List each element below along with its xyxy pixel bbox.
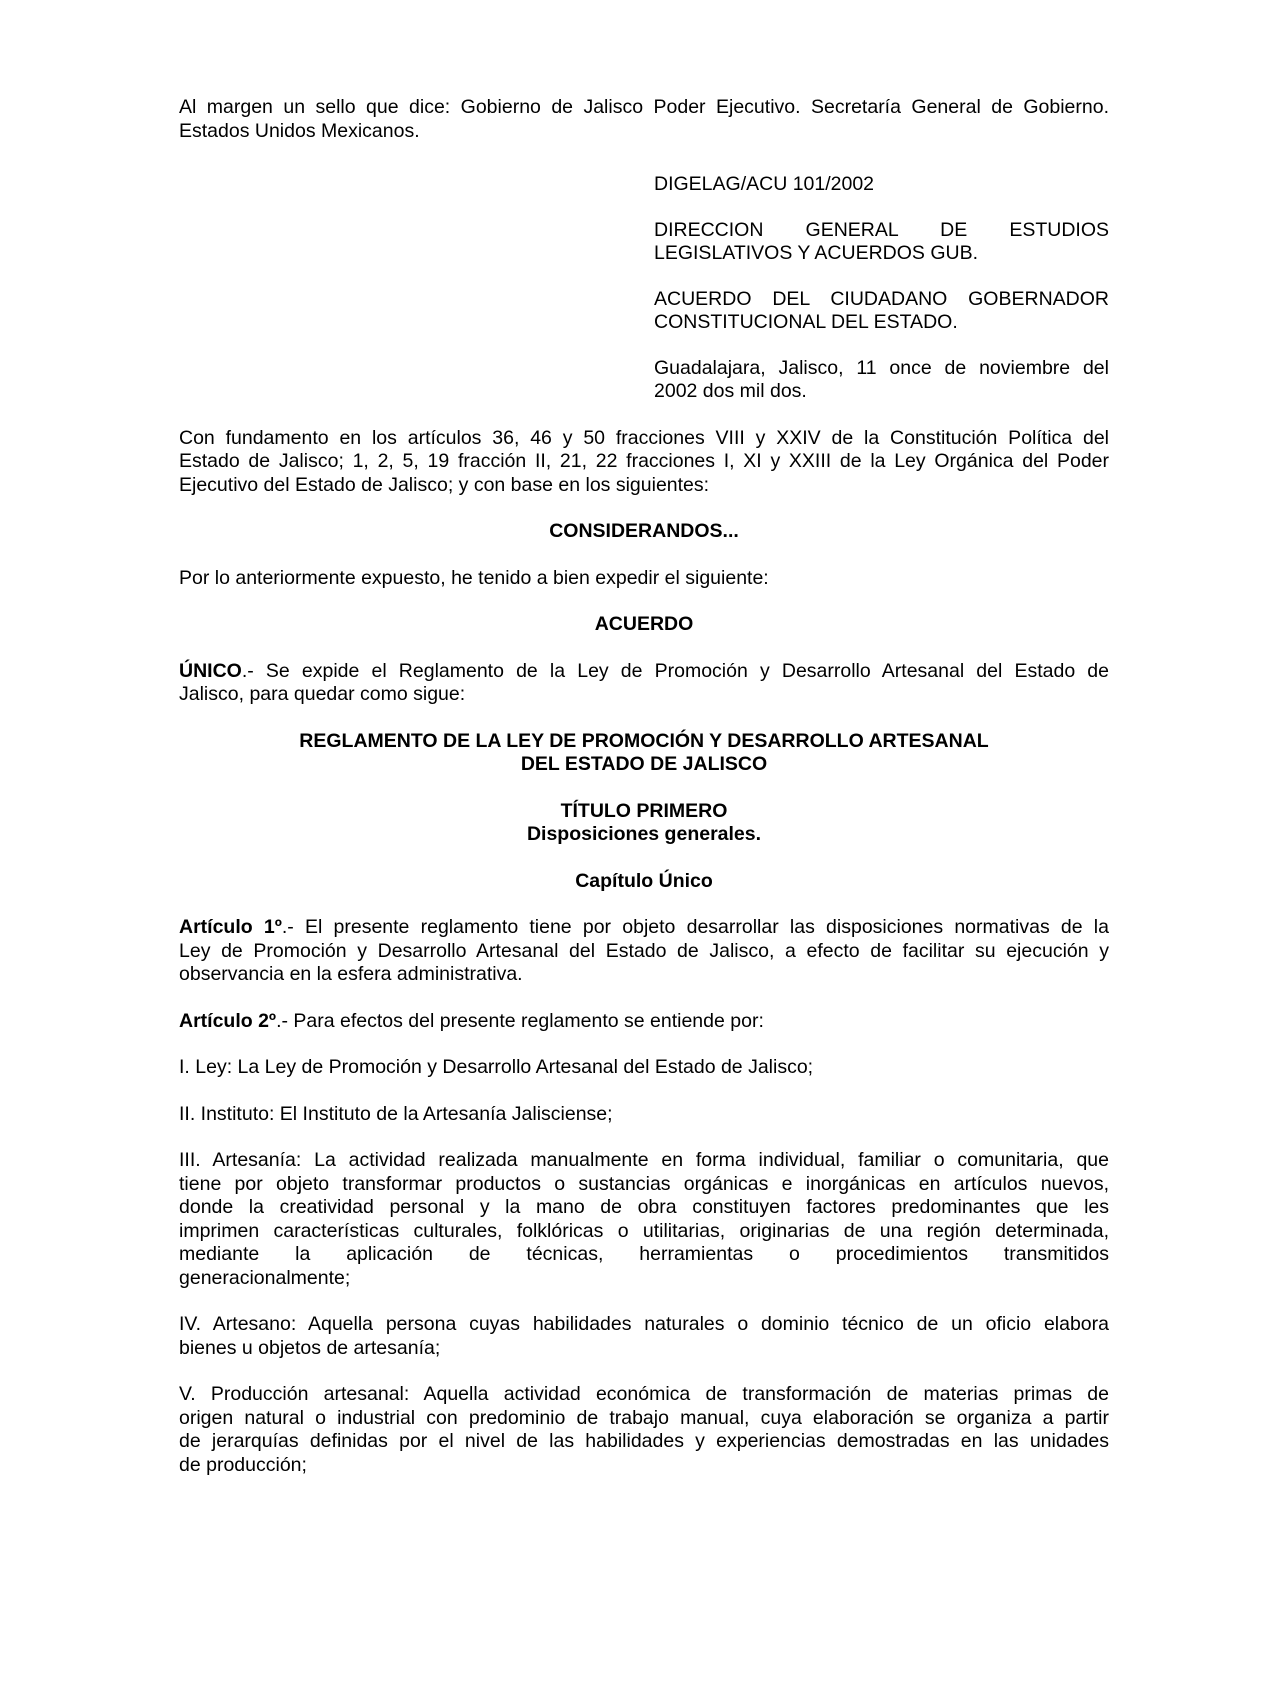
document-code: DIGELAG/ACU 101/2002 [654,173,875,195]
definition-V-line-2: origen natural o industrial con predominio de trabajo manual, cuya elaboración se organiza a partir [179,1406,1109,1429]
office-name [654,219,1109,266]
foundation-paragraph [179,427,1109,498]
unico-label: ÚNICO [179,659,242,682]
definition-V-line-4: de producción; [179,1453,307,1476]
article-1 [179,916,1109,987]
office-line-2: LEGISLATIVOS Y ACUERDOS GUB. [654,242,979,264]
title-first-heading: TÍTULO PRIMERO [560,799,728,822]
article-2-text: .- Para efectos del presente reglamento se entiende por: [276,1009,764,1032]
definition-III-line-1: III. Artesanía: La actividad realizada manualmente en forma individual, familiar o comunitaria, que [179,1149,1109,1171]
margin-note-line-1: Al margen un sello que dice: Gobierno de Jalisco Poder Ejecutivo. Secretaría General de Gobierno. [179,96,1109,118]
unico-text: .- Se expide el Reglamento de la Ley de Promoción y Desarrollo Artesanal del Estado de [241,659,1109,682]
regulation-title-line-1: REGLAMENTO DE LA LEY DE PROMOCIÓN Y DESARROLLO ARTESANAL [299,729,989,752]
place-date-line-1: Guadalajara, Jalisco, 11 once de noviembre del [654,356,1109,379]
definition-IV [179,1313,1109,1360]
article-1-line-2: Ley de Promoción y Desarrollo Artesanal del Estado de Jalisco, a efecto de facilitar su ejecución y [179,939,1109,962]
margin-note [179,96,1109,143]
definition-III-line-6: generacionalmente; [179,1266,351,1289]
definition-III-line-2: tiene por objeto transformar productos o sustancias orgánicas e inorgánicas en artículos nuevos, [179,1172,1109,1195]
header-block [654,173,1109,404]
article-2 [179,1010,1109,1034]
office-line-1: DIRECCION GENERAL DE ESTUDIOS [654,218,1109,241]
definition-IV-line-2: bienes u objetos de artesanía; [179,1336,441,1359]
definition-III [179,1149,1109,1290]
agreement-type [654,288,1109,335]
definition-III-line-3: donde la creatividad personal y la mano de obra constituyen factores predominantes que les [179,1196,1109,1218]
acuerdo-heading: ACUERDO [594,613,694,635]
unico-paragraph [179,660,1109,707]
place-date-line-2: 2002 dos mil dos. [654,380,807,402]
definition-V-line-3: de jerarquías definidas por el nivel de las habilidades y experiencias demostradas en las unidades [179,1430,1109,1452]
article-1-text: .- El presente reglamento tiene por objeto desarrollar las disposiciones normativas de la [281,916,1109,938]
definition-III-line-5: mediante la aplicación de técnicas, herramientas o procedimientos transmitidos [179,1243,1109,1265]
article-2-label: Artículo 2º [179,1009,277,1032]
definition-IV-line-1: IV. Artesano: Aquella persona cuyas habilidades naturales o dominio técnico de un oficio elabora [179,1313,1109,1335]
definition-V [179,1383,1109,1477]
definition-III-line-4: imprimen características culturales, folklóricas o utilitarias, originarias de una región determinada, [179,1219,1109,1242]
definition-II: II. Instituto: El Instituto de la Artesanía Jalisciense; [179,1102,613,1125]
definition-V-line-1: V. Producción artesanal: Aquella actividad económica de transformación de materias primas de [179,1383,1109,1405]
unico-line-1 [179,660,1109,684]
regulation-title-line-2: DEL ESTADO DE JALISCO [520,753,768,775]
chapter-heading: Capítulo Único [575,869,713,892]
unico-line-2: Jalisco, para quedar como sigue: [179,683,466,705]
considerandos-heading: CONSIDERANDOS... [549,520,739,542]
document-body [179,96,1109,1477]
foundation-line-2: Estado de Jalisco; 1, 2, 5, 19 fracción II, 21, 22 fracciones I, XI y XXIII de la Ley Orgánica del Poder [179,450,1109,472]
title-first [179,800,1109,847]
agreement-line-1: ACUERDO DEL CIUDADANO GOBERNADOR [654,287,1109,310]
agreement-line-2: CONSTITUCIONAL DEL ESTADO. [654,311,958,333]
margin-note-line-2: Estados Unidos Mexicanos. [179,119,420,142]
article-1-line-3: observancia en la esfera administrativa. [179,963,523,985]
regulation-title [179,730,1109,777]
title-first-subheading: Disposiciones generales. [526,823,762,845]
exposition-paragraph: Por lo anteriormente expuesto, he tenido a bien expedir el siguiente: [179,566,769,589]
article-1-label: Artículo 1º [179,916,282,938]
place-date [654,357,1109,404]
foundation-line-1: Con fundamento en los artículos 36, 46 y 50 fracciones VIII y XXIV de la Constitución Política del [179,426,1109,449]
foundation-line-3: Ejecutivo del Estado de Jalisco; y con base en los siguientes: [179,473,710,496]
article-1-line-1 [179,916,1109,940]
definition-I: I. Ley: La Ley de Promoción y Desarrollo Artesanal del Estado de Jalisco; [179,1056,814,1078]
